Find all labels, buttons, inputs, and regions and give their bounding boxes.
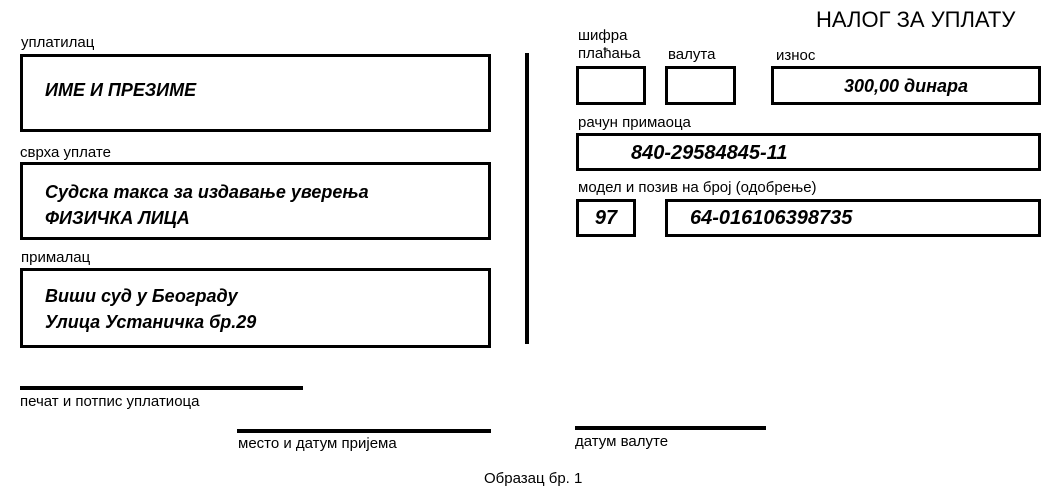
account-field[interactable] xyxy=(576,133,1041,171)
currency-label: валута xyxy=(668,46,716,63)
amount-field[interactable] xyxy=(771,66,1041,105)
form-title: НАЛОГ ЗА УПЛАТУ xyxy=(816,7,1016,32)
reference-model-value: 97 xyxy=(594,207,618,229)
reference-label: модел и позив на број (одобрење) xyxy=(578,179,817,196)
value-date-line xyxy=(575,426,766,430)
payment-code-field[interactable] xyxy=(576,66,646,105)
payer-signature-line xyxy=(20,386,303,390)
recipient-field[interactable] xyxy=(20,268,491,348)
purpose-label: сврха уплате xyxy=(20,144,111,161)
recipient-line-2: Улица Устаничка бр.29 xyxy=(45,312,257,332)
place-date-label: место и датум пријема xyxy=(238,435,397,452)
reference-model-field[interactable] xyxy=(576,199,636,237)
purpose-line-2: ФИЗИЧКА ЛИЦА xyxy=(45,208,190,228)
currency-field[interactable] xyxy=(665,66,736,105)
payer-value: ИМЕ И ПРЕЗИМЕ xyxy=(45,80,197,100)
amount-value: 300,00 динара xyxy=(843,76,969,96)
account-value: 840-29584845-11 xyxy=(631,142,788,164)
payment-code-label-line-1: шифра xyxy=(578,27,628,44)
payer-field[interactable] xyxy=(20,54,491,132)
place-date-line xyxy=(237,429,491,433)
reference-number-field[interactable] xyxy=(665,199,1041,237)
purpose-line-1: Судска такса за издавање уверења xyxy=(45,182,369,202)
reference-number-value: 64-016106398735 xyxy=(690,207,853,229)
payer-label: уплатилац xyxy=(21,34,95,51)
payment-code-label-line-2: плаћања xyxy=(578,45,641,62)
recipient-label: прималац xyxy=(21,249,91,266)
account-label: рачун примаоца xyxy=(578,114,691,131)
column-divider xyxy=(525,53,529,344)
amount-label: износ xyxy=(776,47,816,64)
form-footer: Образац бр. 1 xyxy=(484,470,583,487)
value-date-label: датум валуте xyxy=(575,433,669,450)
recipient-line-1: Виши суд у Београду xyxy=(45,286,238,306)
payer-signature-label: печат и потпис уплатиоца xyxy=(20,393,200,410)
purpose-field[interactable] xyxy=(20,162,491,240)
